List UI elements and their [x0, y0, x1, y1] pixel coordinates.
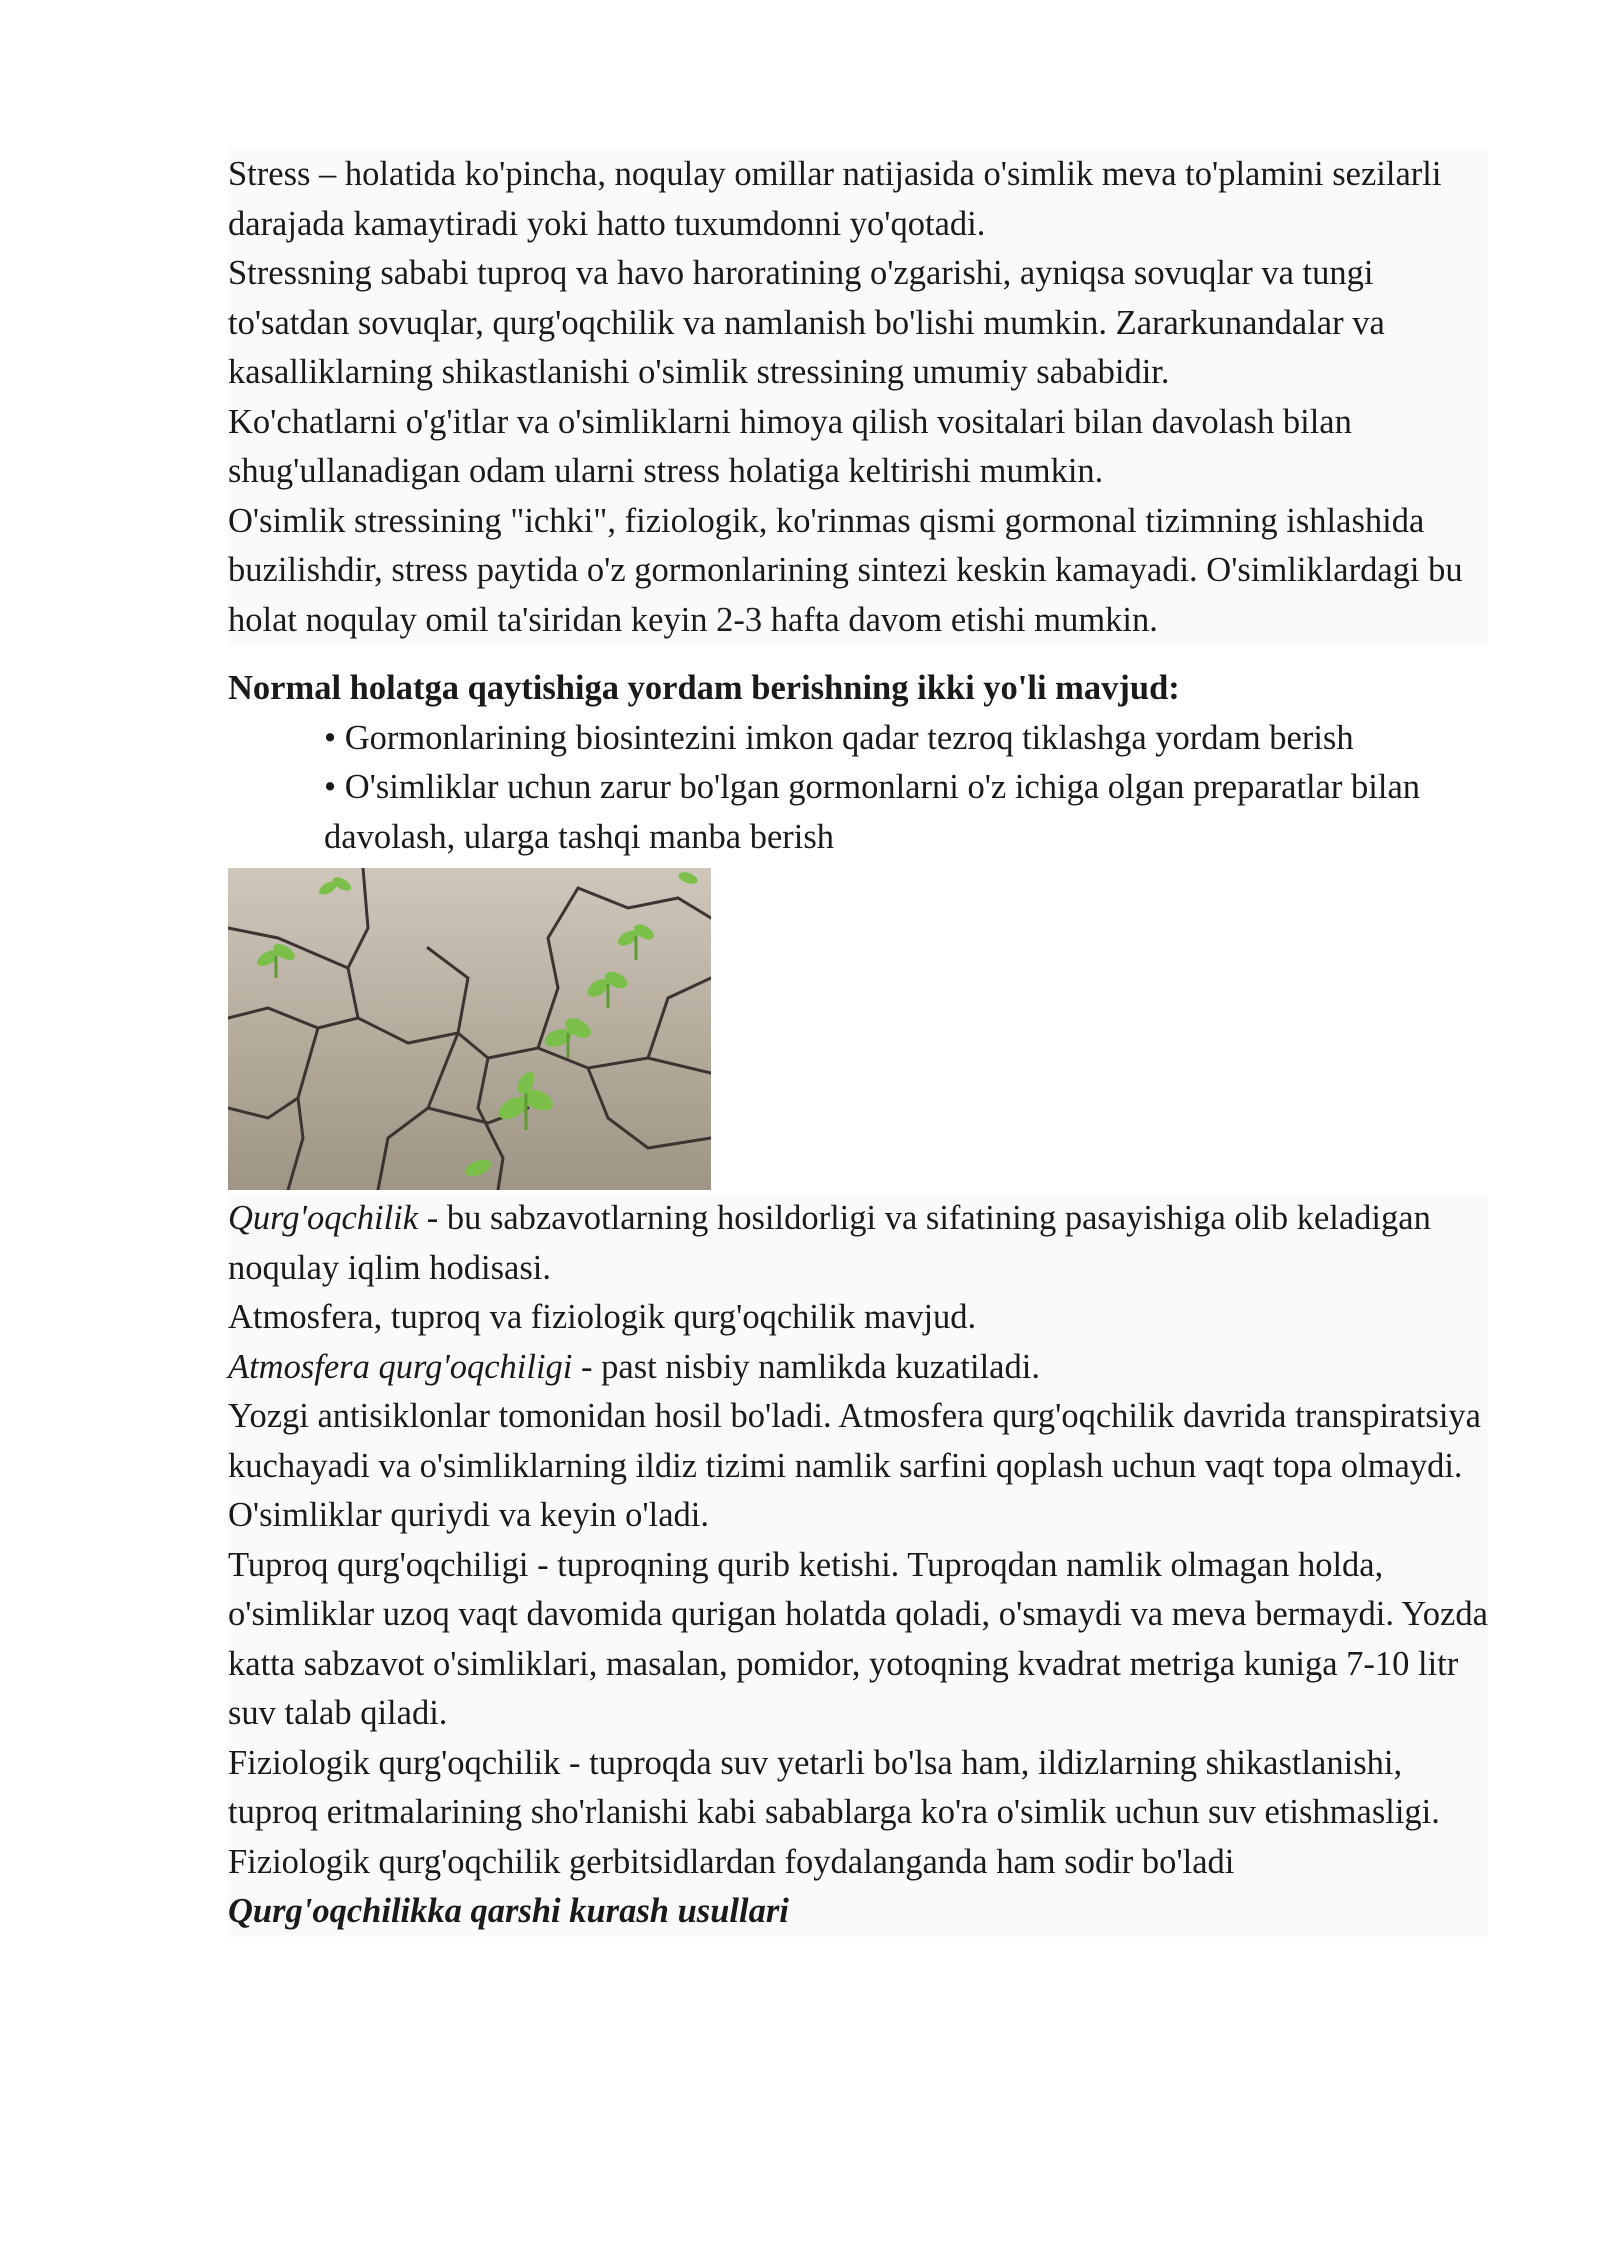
drought-definition-text: - bu sabzavotlarning hosildorligi va sifatining pasayishiga olib keladigan noqulay iqlim hodisasi. — [228, 1199, 1431, 1287]
atmospheric-drought-text: - past nisbiy namlikda kuzatiladi. — [572, 1347, 1040, 1386]
human-factor-paragraph: Ko'chatlarni o'g'itlar va o'simliklarni himoya qilish vositalari bilan davolash bilan shug'ullanadigan odam ularni stress holatiga keltirishi mumkin. — [228, 402, 1352, 490]
drought-methods-heading: Qurg'oqchilikka qarshi kurash usullari — [228, 1892, 789, 1930]
soil-drought-paragraph: Tuproq qurg'oqchiligi - tuproqning qurib ketishi. Tuproqdan namlik olmagan holda, o'simliklar uzoq vaqt davomida qurigan holatda qoladi, o'smaydi va meva bermaydi. Yozda katta sabzavot o'simliklari, masalan, pomidor, yotoqning kvadrat metriga kuniga 7-10 litr suv talab qiladi. — [228, 1545, 1488, 1732]
drought-types-paragraph: Atmosfera, tuproq va fiziologik qurg'oqchilik mavjud. — [228, 1298, 977, 1336]
stress-causes-paragraph: Stressning sababi tuproq va havo haroratining o'zgarishi, ayniqsa sovuqlar va tungi to'satdan sovuqlar, qurg'oqchilik va namlanish bo'lishi mumkin. Zararkunandalar va kasalliklarning shikastlanishi o'simlik stressining umumiy sababidir. — [228, 254, 1385, 391]
list-item: • O'simliklar uchun zarur bo'lgan gormonlarni o'z ichiga olgan preparatlar bilan davolash, ularga tashqi manba berish — [324, 768, 1421, 856]
atmospheric-drought-paragraph — [228, 1343, 1488, 1393]
physiological-drought-paragraph: Fiziologik qurg'oqchilik - tuproqda suv yetarli bo'lsa ham, ildizlarning shikastlanishi, tuproq eritmalarining sho'rlanishi kabi sabablarga ko'ra o'simlik uchun suv etishmasligi. Fiziologik qurg'oqchilik gerbitsidlardan foydalanganda ham sodir bo'ladi — [228, 1743, 1440, 1881]
atmospheric-drought-description: Yozgi antisiklonlar tomonidan hosil bo'ladi. Atmosfera qurg'oqchilik davrida transpiratsiya kuchayadi va o'simliklarning ildiz tizimi namlik sarfini qoplash uchun vaqt topa olmaydi. O'simliklar quriydi va keyin o'ladi. — [228, 1397, 1481, 1534]
drought-photo-illustration — [228, 868, 711, 1190]
recovery-list — [228, 714, 1488, 863]
recovery-heading: Normal holatga qaytishiga yordam berishning ikki yo'li mavjud: — [228, 669, 1180, 707]
stress-definition-paragraph: Stress – holatida ko'pincha, noqulay omillar natijasida o'simlik meva to'plamini sezilarli darajada kamaytiradi yoki hatto tuxumdonni yo'qotadi. — [228, 155, 1442, 243]
drought-definition-paragraph — [228, 1194, 1488, 1293]
atmospheric-drought-term: Atmosfera qurg'oqchiligi — [228, 1347, 573, 1386]
drought-term: Qurg'oqchilik — [228, 1199, 419, 1237]
hormonal-stress-paragraph: O'simlik stressining "ichki", fiziologik, ko'rinmas qismi gormonal tizimning ishlashida buzilishdir, stress paytida o'z gormonlarining sintezi keskin kamayadi. O'simliklardagi bu holat noqulay omil ta'siridan keyin 2-3 hafta davom etishi mumkin. — [228, 501, 1463, 639]
cracked-soil-seedlings-image — [228, 868, 711, 1190]
intro-section — [228, 150, 1488, 645]
list-item: • Gormonlarining biosintezini imkon qadar tezroq tiklashga yordam berish — [324, 718, 1354, 757]
document-page — [228, 150, 1488, 1937]
drought-section — [228, 1194, 1488, 1937]
